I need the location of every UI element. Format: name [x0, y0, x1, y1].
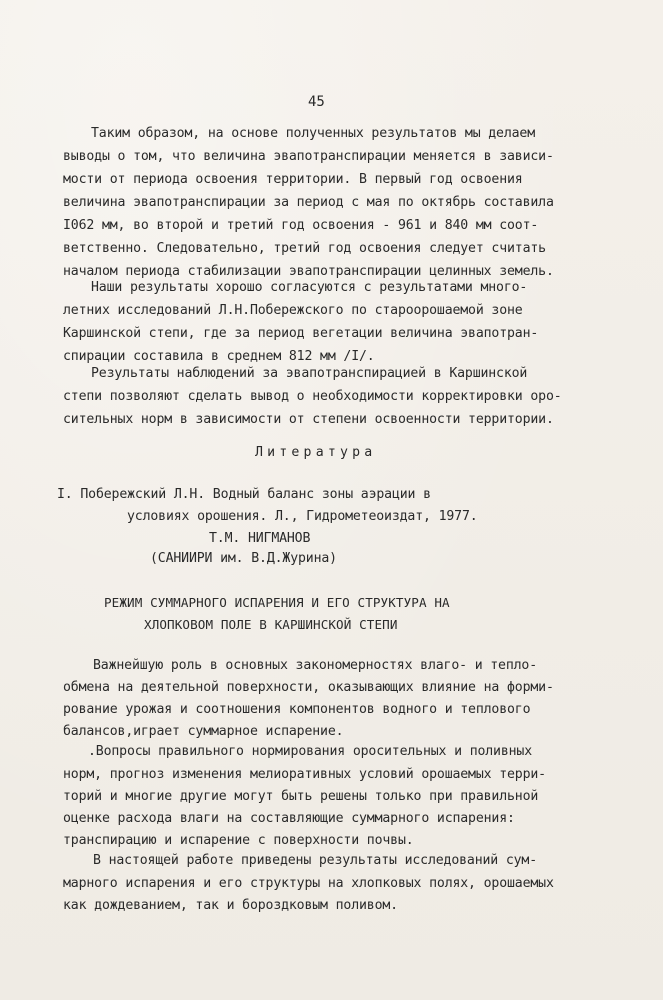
paragraph-1-line-4: величина эвапотранспирации за период с мая по октябрь составила	[63, 195, 554, 210]
paragraph-1-line-3: мости от периода освоения территории. В первый год освоения	[63, 172, 523, 187]
paragraph-2-line-3: Каршинской степи, где за период вегетации величина эвапотран-	[63, 326, 539, 341]
paragraph-1-line-2: выводы о том, что величина эвапотранспирации меняется в зависи-	[63, 149, 554, 164]
reference-item-line-1: I. Побережский Л.Н. Водный баланс зоны аэрации в	[57, 487, 431, 502]
article-affiliation: (САНИИРИ им. В.Д.Журина)	[150, 551, 337, 566]
paragraph-1-line-5: I062 мм, во второй и третий год освоения - 961 и 840 мм соот-	[63, 218, 539, 233]
paragraph-3-line-2: степи позволяют сделать вывод о необходимости корректировки оро-	[63, 389, 562, 404]
paragraph-2-line-2: летних исследований Л.Н.Побережского по староорошаемой зоне	[63, 303, 523, 318]
page-number: 45	[308, 94, 325, 110]
paragraph-2-line-1: Наши результаты хорошо согласуются с результатами много-	[91, 280, 528, 295]
article-paragraph-2-line-5: транспирацию и испарение с поверхности почвы.	[63, 833, 414, 848]
paragraph-3-line-1: Результаты наблюдений за эвапотранспирацией в Каршинской	[91, 366, 528, 381]
article-author: Т.М. НИГМАНОВ	[209, 531, 311, 546]
paragraph-1-line-7: началом периода стабилизации эвапотранспирации целинных земель.	[63, 264, 554, 279]
article-paragraph-1-line-3: рование урожая и соотношения компонентов водного и теплового	[63, 702, 531, 717]
paragraph-2-line-4: спирации составила в среднем 812 мм /I/.	[63, 349, 375, 364]
reference-item-line-2: условиях орошения. Л., Гидрометеоиздат, 1977.	[127, 509, 478, 524]
article-paragraph-3-line-2: марного испарения и его структуры на хлопковых полях, орошаемых	[63, 876, 554, 891]
article-paragraph-1-line-2: обмена на деятельной поверхности, оказывающих влияние на форми-	[63, 680, 554, 695]
references-heading: Литература	[255, 445, 377, 460]
article-paragraph-1-line-4: балансов,играет суммарное испарение.	[63, 724, 344, 739]
article-title-line-1: РЕЖИМ СУММАРНОГО ИСПАРЕНИЯ И ЕГО СТРУКТУРА НА	[104, 595, 450, 610]
article-paragraph-2-line-3: торий и многие другие могут быть решены только при правильной	[63, 789, 539, 804]
article-paragraph-2-line-1: .Вопросы правильного нормирования оросительных и поливных	[88, 744, 533, 759]
paragraph-3-line-3: сительных норм в зависимости от степени освоенности территории.	[63, 412, 554, 427]
article-paragraph-1-line-1: Важнейшую роль в основных закономерностях влаго- и тепло-	[93, 658, 538, 673]
article-paragraph-3-line-1: В настоящей работе приведены результаты исследований сум-	[93, 853, 538, 868]
article-title-line-2: ХЛОПКОВОМ ПОЛЕ В КАРШИНСКОЙ СТЕПИ	[144, 617, 398, 632]
article-paragraph-2-line-4: оценке расхода влаги на составляющие суммарного испарения:	[63, 811, 515, 826]
paragraph-1-line-1: Таким образом, на основе полученных результатов мы делаем	[91, 126, 536, 141]
article-paragraph-2-line-2: норм, прогноз изменения мелиоративных условий орошаемых терри-	[63, 767, 546, 782]
paragraph-1-line-6: ветственно. Следовательно, третий год освоения следует считать	[63, 241, 546, 256]
article-paragraph-3-line-3: как дождеванием, так и бороздковым поливом.	[63, 898, 398, 913]
